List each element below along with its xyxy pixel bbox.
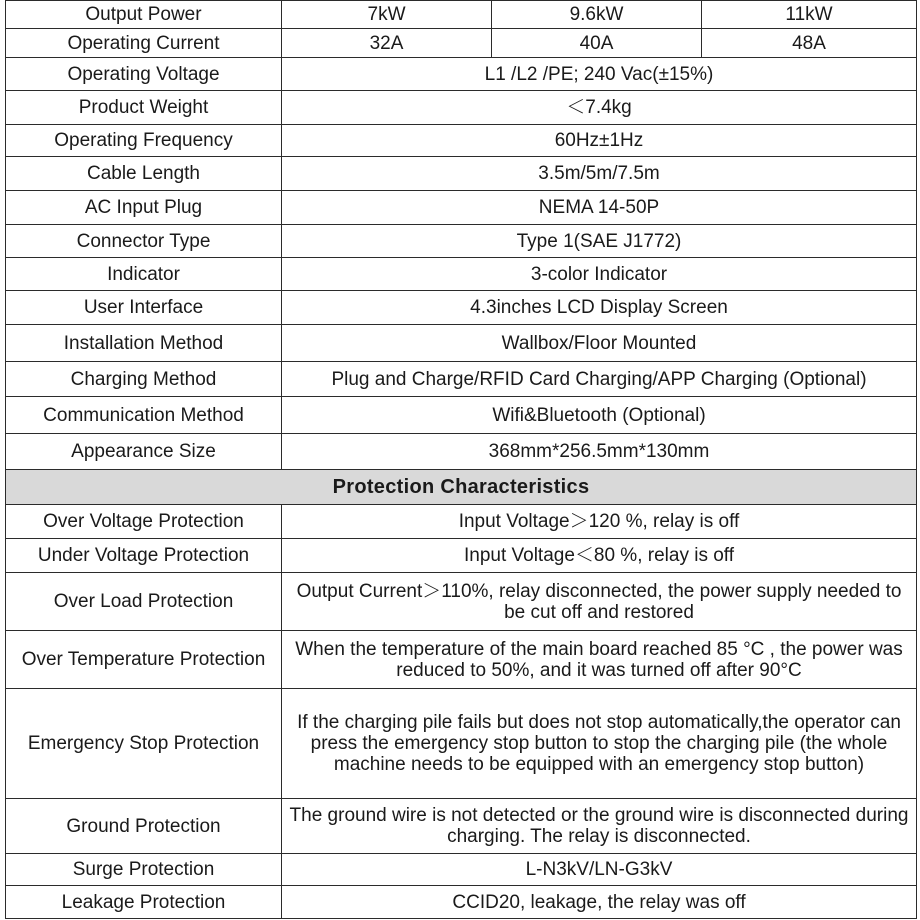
value-over-load: Output Current＞110%, relay disconnected, the power supply needed to be cut off and restored: [282, 573, 917, 631]
value-operating-frequency: 60Hz±1Hz: [282, 125, 917, 157]
value-operating-current-40a: 40A: [492, 29, 702, 58]
row-emergency-stop: [6, 689, 917, 799]
value-ground: The ground wire is not detected or the ground wire is disconnected during charging. The relay is disconnected.: [282, 799, 917, 854]
spec-table: [5, 0, 917, 919]
row-user-interface: [6, 291, 917, 325]
row-indicator: [6, 258, 917, 291]
label-operating-voltage: Operating Voltage: [6, 58, 282, 91]
value-operating-voltage: L1 /L2 /PE; 240 Vac(±15%): [282, 58, 917, 91]
label-cable-length: Cable Length: [6, 157, 282, 191]
label-surge: Surge Protection: [6, 854, 282, 886]
section-title: Protection Characteristics: [6, 470, 917, 505]
label-ac-input-plug: AC Input Plug: [6, 191, 282, 225]
label-connector-type: Connector Type: [6, 225, 282, 258]
label-user-interface: User Interface: [6, 291, 282, 325]
row-under-voltage: [6, 539, 917, 573]
value-leakage: CCID20, leakage, the relay was off: [282, 886, 917, 919]
value-operating-current-32a: 32A: [282, 29, 492, 58]
label-operating-frequency: Operating Frequency: [6, 125, 282, 157]
label-ground: Ground Protection: [6, 799, 282, 854]
row-communication-method: [6, 397, 917, 434]
label-under-voltage: Under Voltage Protection: [6, 539, 282, 573]
row-operating-frequency: [6, 125, 917, 157]
row-charging-method: [6, 362, 917, 397]
value-surge: L-N3kV/LN-G3kV: [282, 854, 917, 886]
row-leakage: [6, 886, 917, 919]
value-output-power-7kw: 7kW: [282, 1, 492, 29]
value-output-power-11kw: 11kW: [702, 1, 917, 29]
label-over-voltage: Over Voltage Protection: [6, 505, 282, 539]
value-cable-length: 3.5m/5m/7.5m: [282, 157, 917, 191]
row-over-voltage: [6, 505, 917, 539]
value-installation-method: Wallbox/Floor Mounted: [282, 325, 917, 362]
row-output-power: [6, 1, 917, 29]
row-over-load: [6, 573, 917, 631]
label-over-load: Over Load Protection: [6, 573, 282, 631]
value-under-voltage: Input Voltage＜80 %, relay is off: [282, 539, 917, 573]
value-indicator: 3-color Indicator: [282, 258, 917, 291]
row-over-temperature: [6, 631, 917, 689]
value-product-weight: ＜7.4kg: [282, 91, 917, 125]
label-emergency-stop: Emergency Stop Protection: [6, 689, 282, 799]
row-surge: [6, 854, 917, 886]
value-output-power-9-6kw: 9.6kW: [492, 1, 702, 29]
row-operating-voltage: [6, 58, 917, 91]
row-ac-input-plug: [6, 191, 917, 225]
label-installation-method: Installation Method: [6, 325, 282, 362]
row-connector-type: [6, 225, 917, 258]
label-over-temperature: Over Temperature Protection: [6, 631, 282, 689]
value-communication-method: Wifi&Bluetooth (Optional): [282, 397, 917, 434]
label-appearance-size: Appearance Size: [6, 434, 282, 470]
row-ground: [6, 799, 917, 854]
label-indicator: Indicator: [6, 258, 282, 291]
value-over-temperature: When the temperature of the main board reached 85 °C , the power was reduced to 50%, and it was turned off after 90°C: [282, 631, 917, 689]
value-over-voltage: Input Voltage＞120 %, relay is off: [282, 505, 917, 539]
value-connector-type: Type 1(SAE J1772): [282, 225, 917, 258]
label-output-power: Output Power: [6, 1, 282, 29]
row-operating-current: [6, 29, 917, 58]
label-product-weight: Product Weight: [6, 91, 282, 125]
row-appearance-size: [6, 434, 917, 470]
value-appearance-size: 368mm*256.5mm*130mm: [282, 434, 917, 470]
label-operating-current: Operating Current: [6, 29, 282, 58]
label-leakage: Leakage Protection: [6, 886, 282, 919]
label-charging-method: Charging Method: [6, 362, 282, 397]
value-ac-input-plug: NEMA 14-50P: [282, 191, 917, 225]
value-emergency-stop: If the charging pile fails but does not stop automatically,the operator can press the emergency stop button to stop the charging pile (the whole machine needs to be equipped with an emergency stop button): [282, 689, 917, 799]
value-user-interface: 4.3inches LCD Display Screen: [282, 291, 917, 325]
row-product-weight: [6, 91, 917, 125]
row-installation-method: [6, 325, 917, 362]
value-operating-current-48a: 48A: [702, 29, 917, 58]
row-cable-length: [6, 157, 917, 191]
value-charging-method: Plug and Charge/RFID Card Charging/APP Charging (Optional): [282, 362, 917, 397]
label-communication-method: Communication Method: [6, 397, 282, 434]
section-protection-characteristics: [6, 470, 917, 505]
